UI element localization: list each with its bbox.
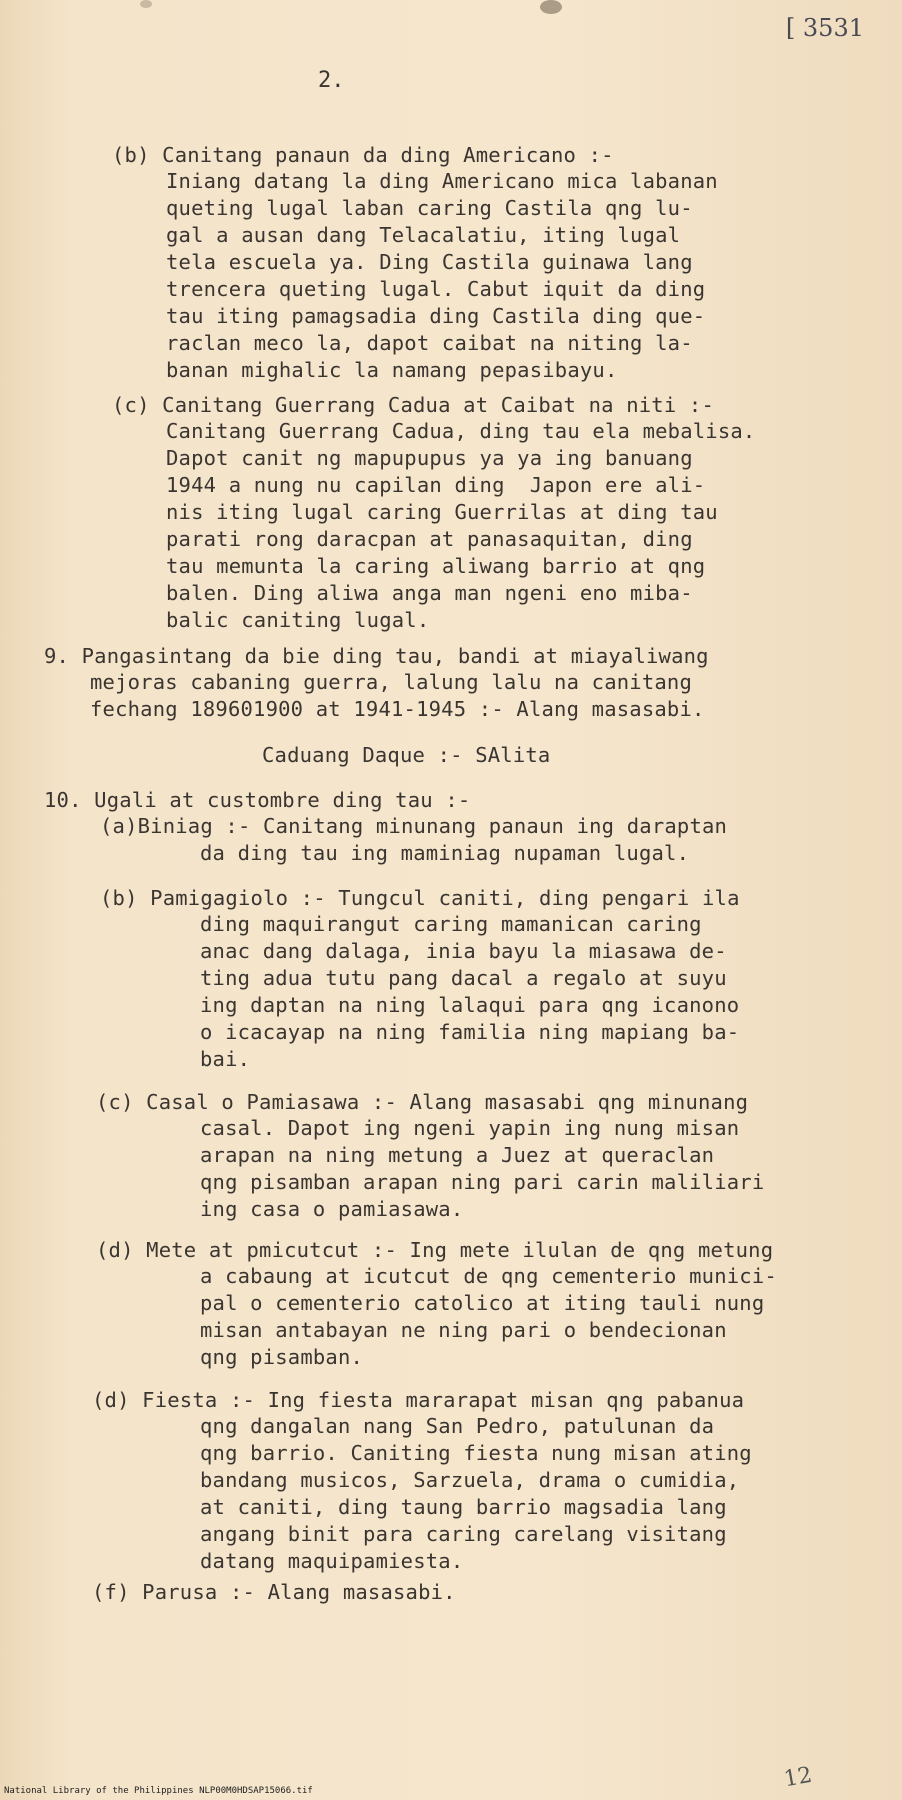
text-line: fechang 189601900 at 1941-1945 :- Alang masasabi. [90, 697, 705, 721]
text-line: Canitang Guerrang Cadua, ding tau ela mebalisa. [166, 419, 756, 443]
text-line: Dapot canit ng mapupupus ya ya ing banuang [166, 446, 693, 470]
text-line: bai. [200, 1047, 251, 1071]
section-heading: (d) Fiesta :- Ing fiesta mararapat misan qng pabanua [92, 1388, 745, 1412]
section-heading: (b) Canitang panaun da ding Americano :- [112, 143, 614, 167]
text-line: o icacayap na ning familia ning mapiang ba- [200, 1020, 740, 1044]
text-line: qng pisamban. [200, 1345, 364, 1369]
text-line: trencera queting lugal. Cabut iquit da ding [166, 277, 706, 301]
text-line: queting lugal laban caring Castila qng lu- [166, 196, 693, 220]
text-line: tela escuela ya. Ding Castila guinawa lang [166, 250, 693, 274]
text-line: misan antabayan ne ning pari o bendecionan [200, 1318, 727, 1342]
text-line: balen. Ding aliwa anga man ngeni eno miba- [166, 581, 693, 605]
text-line: qng dangalan nang San Pedro, patulunan da [200, 1414, 715, 1438]
ink-blot [140, 0, 152, 8]
text-line: pal o cementerio catolico at iting tauli nung [200, 1291, 765, 1315]
text-line: ing casa o pamiasawa. [200, 1197, 464, 1221]
text-line: ting adua tutu pang dacal a regalo at suyu [200, 966, 727, 990]
section-heading: (d) Mete at pmicutcut :- Ing mete ilulan de qng metung [96, 1238, 774, 1262]
section-heading: 10. Ugali at custombre ding tau :- [44, 788, 471, 812]
handwritten-mark: 12 [782, 1762, 814, 1793]
text-line: qng pisamban arapan ning pari carin maliliari [200, 1170, 765, 1194]
text-line: tau iting pamagsadia ding Castila ding que- [166, 304, 706, 328]
ink-blot [540, 0, 562, 14]
text-line: Iniang datang la ding Americano mica labanan [166, 169, 718, 193]
text-line: arapan na ning metung a Juez at queraclan [200, 1143, 715, 1167]
text-line: da ding tau ing maminiag nupaman lugal. [200, 841, 690, 865]
text-line: nis iting lugal caring Guerrilas at ding tau [166, 500, 718, 524]
text-line: mejoras cabaning guerra, lalung lalu na canitang [90, 670, 693, 694]
section-heading: Caduang Daque :- SAlita [262, 743, 551, 767]
text-line: raclan meco la, dapot caibat na niting la- [166, 331, 693, 355]
archive-footer: National Library of the Philippines NLP00M0HDSAP15066.tif [4, 1786, 313, 1796]
text-line: angang binit para caring carelang visitang [200, 1522, 727, 1546]
text-line: ing daptan na ning lalaqui para qng icanono [200, 993, 740, 1017]
text-line: casal. Dapot ing ngeni yapin ing nung misan [200, 1116, 740, 1140]
page-number: 2. [318, 68, 345, 93]
text-line: tau memunta la caring aliwang barrio at qng [166, 554, 706, 578]
text-line: at caniti, ding taung barrio magsadia lang [200, 1495, 727, 1519]
section-heading: (c) Casal o Pamiasawa :- Alang masasabi qng minunang [96, 1090, 749, 1114]
section-heading: (b) Pamigagiolo :- Tungcul caniti, ding pengari ila [100, 886, 740, 910]
text-line: bandang musicos, Sarzuela, drama o cumidia, [200, 1468, 740, 1492]
section-heading: (f) Parusa :- Alang masasabi. [92, 1580, 456, 1604]
text-line: balic caniting lugal. [166, 608, 430, 632]
text-line: gal a ausan dang Telacalatiu, iting lugal [166, 223, 681, 247]
text-line: a cabaung at icutcut de qng cementerio munici- [200, 1264, 777, 1288]
text-line: datang maquipamiesta. [200, 1549, 464, 1573]
section-heading: 9. Pangasintang da bie ding tau, bandi at miayaliwang [44, 644, 709, 668]
text-line: (a)Biniag :- Canitang minunang panaun ing daraptan [100, 814, 728, 838]
reference-number: [ 3531 [785, 14, 864, 42]
text-line: qng barrio. Caniting fiesta nung misan ating [200, 1441, 752, 1465]
text-line: banan mighalic la namang pepasibayu. [166, 358, 618, 382]
text-line: ding maquirangut caring mamanican caring [200, 912, 702, 936]
section-heading: (c) Canitang Guerrang Cadua at Caibat na niti :- [112, 393, 715, 417]
text-line: 1944 a nung nu capilan ding Japon ere ali- [166, 473, 706, 497]
text-line: parati rong daracpan at panasaquitan, ding [166, 527, 693, 551]
text-line: anac dang dalaga, inia bayu la miasawa de- [200, 939, 727, 963]
